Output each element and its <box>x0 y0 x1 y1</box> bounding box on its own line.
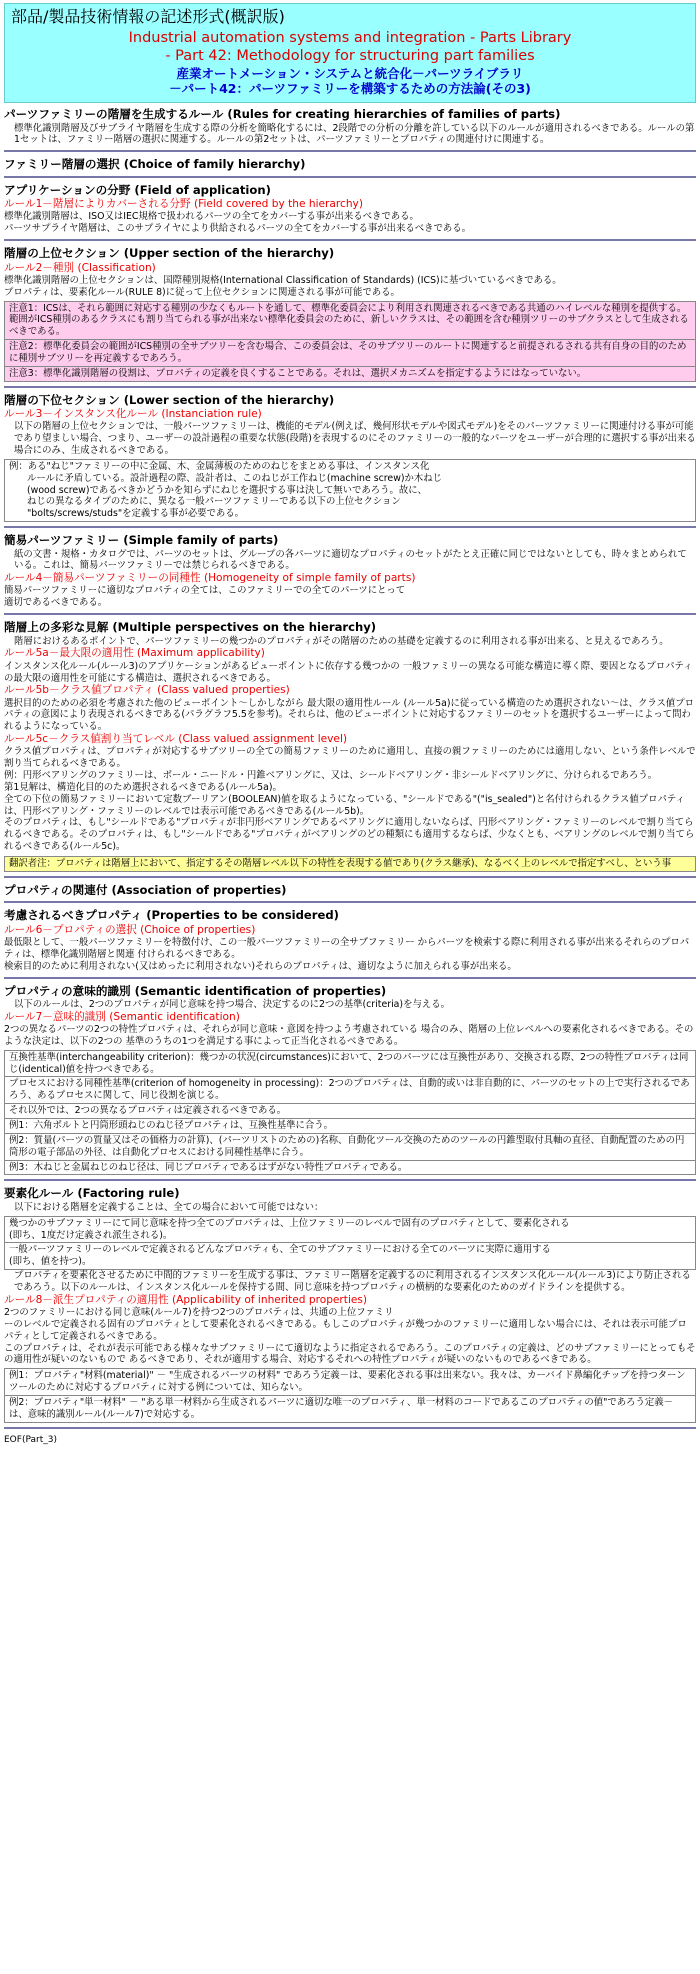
divider <box>4 239 696 241</box>
paragraph: 選択目的のための必須を考慮された他のビューポイント～しかしながら 最大限の適用性ルール (ルール5a)に従っている構造のため選択されない～は、クラス値プロパティの意図により表現されるべきである(パラグラフ5.5を参考)。それらは、他のビューポイントに対応するファミリーのセットを選択するユーザーによって問われるようになっている。 <box>4 697 694 733</box>
divider <box>4 1427 696 1429</box>
paragraph: 2つのファミリーにおける同じ意味(ルール7)を持つ2つのプロパティは、共通の上位ファミリ <box>4 1307 394 1319</box>
japanese-title-line-2: －パート42：パーツファミリーを構築するための方法論(その3) <box>169 80 531 96</box>
section-heading: プロパティの意味的識別 (Semantic identification of properties) <box>4 983 387 998</box>
example-box: 例1：六角ボルトと円筒形頭ねじのねじ径プロパティは、互換性基準に合う。 <box>4 1119 696 1134</box>
criterion-box: プロセスにおける同種性基準(criterion of homogeneity in processing)：2つのプロパティは、自動的或いは非自動的に、パーツのセットの上で実行されるであろう、あるプロセスに関して、同じ役割を演じる。 <box>4 1077 696 1104</box>
rule-1-heading: ルール1－階層によりカバーされる分野 (Field covered by the hierarchy) <box>4 198 363 211</box>
example-box: 例2：プロパティ"単一材料" － "ある単一材料から生成されるパーツに適切な唯一のプロパティ、単一材料のコードであるこのプロパティの値"であろう定義－は、意味的識別ルール(ルール7)で対応する。 <box>4 1396 696 1423</box>
divider <box>4 613 696 615</box>
paragraph: 検索目的のために利用されない(又はめったに利用されない)それらのプロパティは、適切なように加えられる事が出来る。 <box>4 960 517 972</box>
condition-box <box>4 1243 696 1270</box>
section-field-of-application <box>4 183 696 241</box>
section-lower-hierarchy <box>4 393 696 528</box>
rule-7-heading: ルール7－意味的識別 (Semantic identification) <box>4 1010 240 1023</box>
section-multiple-perspectives <box>4 620 696 878</box>
example-box: 例1：プロパティ"材料(material)" － "生成されるパーツの材料" であろう定義－は、要素化される事は出来ない。我々は、カーバイド鼻編化チップを持つターンツールのために対応するプロパティに対する例については、知らない。 <box>4 1368 696 1396</box>
paragraph: 標準化識別階層及びサブライヤ階層を生成する際の分析を簡略化するには、2段階での分析の分離を許している以下のルールが適用されるべきである。ルールの第1セットは、ファミリー階層の選択に関連する。ルールの第2セットは、パーツファミリーとプロパティの関連付けに関連する。 <box>14 122 695 146</box>
example-line: (wood screw)であるべきかどうかを知らずにねじを選択する事は決して無いであろう。故に、 <box>27 484 428 496</box>
english-title-line-1: Industrial automation systems and integration - Parts Library <box>128 30 572 47</box>
section-heading: アプリケーションの分野 (Field of application) <box>4 182 271 197</box>
paragraph: 第1見解は、構造化目的のため選択されるべきである(ルール5a)。 <box>4 781 282 793</box>
rule-8-heading: ルール8－派生プロパティの適用性 (Applicability of inherited properties) <box>4 1293 368 1306</box>
paragraph: 標準化識別階層は、ISO又はIEC規格で扱われるパーツの全てをカバーする事が出来るべきである。 <box>4 211 419 223</box>
section-heading: ファミリー階層の選択 (Choice of family hierarchy) <box>4 157 306 172</box>
paragraph: 例：円形ベアリングのファミリーは、ボール・ニードル・円錐ベアリングに、又は、シールドベアリング・非シールドベアリングに、分けられるであろう。 <box>4 770 658 782</box>
paragraph: 紙の文書・規格・カタログでは、パーツのセットは、グループの各パーツに適切なプロパティのセットがたとえ正確に同じではないとしても、時々まとめられている。これは、簡易パーツファミリーでは禁じられるべきである。 <box>14 548 687 572</box>
paragraph: パーツサプライヤ階層は、このサプライヤにより供給されるパーツの全てをカバーする事が出来るべきである。 <box>4 223 471 235</box>
divider <box>4 526 696 528</box>
footer-eof: EOF(Part_3) <box>4 1434 57 1445</box>
condition-line: 幾つかのサブファミリーにて同じ意味を持つ全てのプロパティは、上位ファミリーのレベルで固有のプロパティとして、要素化される <box>9 1217 570 1229</box>
paragraph: 以下における階層を定義することは、全ての場合において可能ではない： <box>14 1201 324 1213</box>
note-1-box: 注意1：ICSは、それら範囲に対応する種別の少なくもルートを通して、標準化委員会により利用され関連されるべきである共通のハイレベルな種別を提供する。範囲がICS種別のあるクラスにも割り当てられる事が出来ない標準化委員会のために、新しいクラスは、その範囲を含む種別ツリーのサブクラスとして生成されるべきである。 <box>4 301 696 341</box>
paragraph: このプロパティは、それが表示可能である様々なサブファミリーにて適切なように指定されるであろう。このプロパティの定義は、どのサブファミリーにとってもその適用性が疑いのないもので あるべきであり、それが適用する場合、対応するそれへの特性プロパティが疑いのないものであるべきである。 <box>4 1342 696 1366</box>
section-choice-of-family-hierarchy <box>4 157 696 177</box>
paragraph: 標準化識別階層の上位セクションは、国際種別規格(International Classification of Standards) (ICS)に基づいているべきである。 <box>4 274 562 286</box>
japanese-title-line-1: 産業オートメーション・システムと統合化－パーツライブラリ <box>176 65 524 81</box>
example-line: ねじの異なるタイプのために、異なる一般パーツファミリーである以下の上位セクション <box>27 496 401 508</box>
section-simple-family <box>4 533 696 615</box>
note-2-box: 注意2：標準化委員会の範囲がICS種別の全サブツリーを含む場合、この委員会は、そのサブツリーのルートに関連すると前提されるされる共有自身の目的のために種別サブツリーを再定義するであろう。 <box>4 340 696 367</box>
rule-5a-heading: ルール5a－最大限の適用性 (Maximum applicability) <box>4 647 265 660</box>
divider <box>4 1179 696 1181</box>
section-heading: 階層上の多彩な見解 (Multiple perspectives on the hierarchy) <box>4 620 377 635</box>
example-line: ルールに矛盾している。設計過程の際、設計者は、このねじが工作ねじ(machine screw)か木ねじ <box>27 472 443 484</box>
page-title: 部品/製品技術情報の記述形式(概訳版) <box>11 7 285 26</box>
divider <box>4 176 696 178</box>
section-heading: 要素化ルール (Factoring rule) <box>4 1186 180 1201</box>
paragraph: 最低限として、一般パーツファミリーを特徴付け、この一般パーツファミリーの全サブファミリー からパーツを検索する際に利用される事が出来るそれらのプロパティは、標準化識別階層と関連 付けられるべきである。 <box>4 937 690 960</box>
example-line: 例：ある"ねじ"ファミリーの中に金属、木、金属薄板のためのねじをまとめる事は、インスタンス化 <box>9 460 430 472</box>
rule-5c-heading: ルール5c－クラス値割り当てレベル (Class valued assignment level) <box>4 733 348 746</box>
criterion-box: それ以外では、2つの異なるプロパティは定義されるべきである。 <box>4 1104 696 1119</box>
paragraph: 適切であるべきである。 <box>4 597 108 609</box>
section-heading: プロパティの関連付 (Association of properties) <box>4 882 287 897</box>
condition-box <box>4 1216 696 1244</box>
divider <box>4 150 696 152</box>
section-factoring-rule <box>4 1186 696 1428</box>
paragraph: そのプロパティは、もし"シールドである"プロパティが非円形ベアリングであるベアリングに適用しないならば、円形ベアリング・ファミリーのレベルで割り当てられるべきである。そのプロパティは、もし"シールドである"プロパティがベアリングのどの種類にも適用するならば、少なくとも、ベアリングのレベルで割り当てられるべきである(ルール5c)。 <box>4 817 695 853</box>
english-title-line-2: - Part 42: Methodology for structuring part families <box>165 47 535 64</box>
section-heading: 簡易パーツファミリー (Simple family of parts) <box>4 533 279 548</box>
paragraph: 以下のルールは、2つのプロパティが同じ意味を持つ場合、決定するのに2つの基準(criteria)を与える。 <box>14 999 450 1011</box>
paragraph: 簡易パーツファミリーに適切なプロパティの全ては、このファミリーでの全てのパーツにとって <box>4 585 406 597</box>
section-heading: 考慮されるべきプロパティ (Properties to be considered) <box>4 908 339 923</box>
section-heading: 階層の上位セクション (Upper section of the hierarchy) <box>4 246 335 261</box>
divider <box>4 876 696 878</box>
paragraph: クラス値プロパティは、プロパティが対応するサブツリーの全ての簡易ファミリーのために適用し、直接の親ファミリーのためには適用しない、という条件レベルで割り当てられるべきである。 <box>4 746 696 770</box>
divider <box>4 977 696 979</box>
note-3-box: 注意3：標準化識別階層の役割は、プロパティの定義を良くすることである。それは、選択メカニズムを指定するようにはなっていない。 <box>4 367 696 382</box>
section-properties-to-consider <box>4 908 696 978</box>
section-heading: パーツファミリーの階層を生成するルール (Rules for creating hierarchies of families of parts) <box>4 107 561 122</box>
divider <box>4 386 696 388</box>
rule-3-heading: ルール3－インスタンス化ルール (Instanciation rule) <box>4 408 262 421</box>
criterion-box: 互換性基準(interchangeability criterion)：幾つかの状況(circumstances)において、2つのパーツには互換性があり、交換される際、2つの特性プロパティは同じ(identical)値を持つべきである。 <box>4 1050 696 1078</box>
paragraph: 全ての下位の簡易ファミリーにおいて定数ブーリアン(BOOLEAN)値を取るようになっている、"シールドである"("is_sealed")と名付けられるクラス値プロパティは、円形ベアリング・ファミリーのレベルでは表示可能であるべきである(ルール5b)。 <box>4 793 685 817</box>
rule-6-heading: ルール6－プロパティの選択 (Choice of properties) <box>4 923 256 936</box>
paragraph: プロパティは、要素化ルール(RULE 8)に従って上位セクションに関連される事が可能である。 <box>4 286 400 298</box>
condition-line: (即ち、1度だけ定義され派生される)。 <box>9 1229 173 1241</box>
paragraph: プロパティを要素化させるために中間的ファミリーを生成する事は、ファミリー階層を定義するのに利用されるインスタンス化ルール(ルール3)により防止されるであろう。以下のルールは、インスタンス化ルールを保持する間、同じ意味を持つプロパティの横柄的な要素化のためのガイドラインを提供する。 <box>14 1270 691 1293</box>
paragraph: インスタンス化ルール(ルール3)のアプリケーションがあるビューポイントに依存する幾つかの 一般ファミリーの異なる可能な構造に導く際、要因となるプロパティの最大限の適用性を可能にする構造は、選択されるべきである。 <box>4 660 693 684</box>
paragraph: 以下の階層の上位セクションでは、一般パーツファミリーは、機能的モデル(例えば、幾何形状モデルや図式モデル)をそのパーツファミリーに関連付ける事が可能であり望ましい場合、つまり、ユーザーの設計過程の重要な状態(段階)を表現するのにそのファミリーの一般的なパーツをユーザーが合理的に選択する事が出来る場合にのみ、生成されるべきである。 <box>14 421 696 456</box>
paragraph: ーのレベルで定義される固有のプロパティとして要素化されるべきである。もしこのプロパティが幾つかのファミリーに適用しない場合には、それは表示可能プロパティとして定義されるべきである。 <box>4 1318 687 1342</box>
section-association-of-properties <box>4 883 696 903</box>
paragraph: 2つの異なるパーツの2つの特性プロパティは、それらが同じ意味・意図を持つよう考慮されている 場合のみ、階層の上位レベルへの要素化されるべきである。そのような決定は、以下の2つの 基準のうちの1つを満足する事によって正当化されるべきである。 <box>4 1024 694 1047</box>
example-box: 例3：木ねじと金属ねじのねじ径は、同じプロパティであるはずがない特性プロパティである。 <box>4 1161 696 1176</box>
section-upper-hierarchy <box>4 246 696 387</box>
rule-4-heading: ルール4－簡易パーツファミリーの同種性 (Homogeneity of simple family of parts) <box>4 572 416 585</box>
example-box: 例2：質量(パーツの質量又はその価格力の計算)、(パーツリストのための)名称、自動化ツール交換のためのツールの円錐型取付具軸の直径、自動配置のための円筒形の電子部品の外径、は自動化プロセスにおける同種性基準に合う。 <box>4 1134 696 1161</box>
example-box <box>4 459 696 522</box>
condition-line: (即ち、値を持つ)。 <box>9 1256 92 1268</box>
rule-2-heading: ルール2－種別 (Classification) <box>4 261 156 274</box>
section-semantic-identification <box>4 984 696 1182</box>
example-line: "bolts/screws/studs"を定義する事が必要である。 <box>27 508 245 520</box>
section-heading: 階層の下位セクション (Lower section of the hierarchy) <box>4 392 335 407</box>
section-rules-for-hierarchies <box>4 107 696 152</box>
condition-line: 一般パーツファミリーのレベルで定義されるどんなプロパティも、全てのサブファミリーにおける全てのパーツに実際に適用する <box>9 1244 551 1256</box>
paragraph: 階層におけるあるポイントで、パーツファミリーの幾つかのプロパティがその階層のための基礎を定義するのに利用される事が出来る、と見えるであろう。 <box>14 635 669 647</box>
page-header <box>4 3 696 103</box>
divider <box>4 901 696 903</box>
translator-note-box: 翻訳者注：プロパティは階層上において、指定するその階層レベル以下の特性を表現する値であり(クラス継承)、なるべく上のレベルで指定すべし、という事 <box>4 856 696 872</box>
rule-5b-heading: ルール5b－クラス値プロパティ (Class valued properties) <box>4 684 290 697</box>
